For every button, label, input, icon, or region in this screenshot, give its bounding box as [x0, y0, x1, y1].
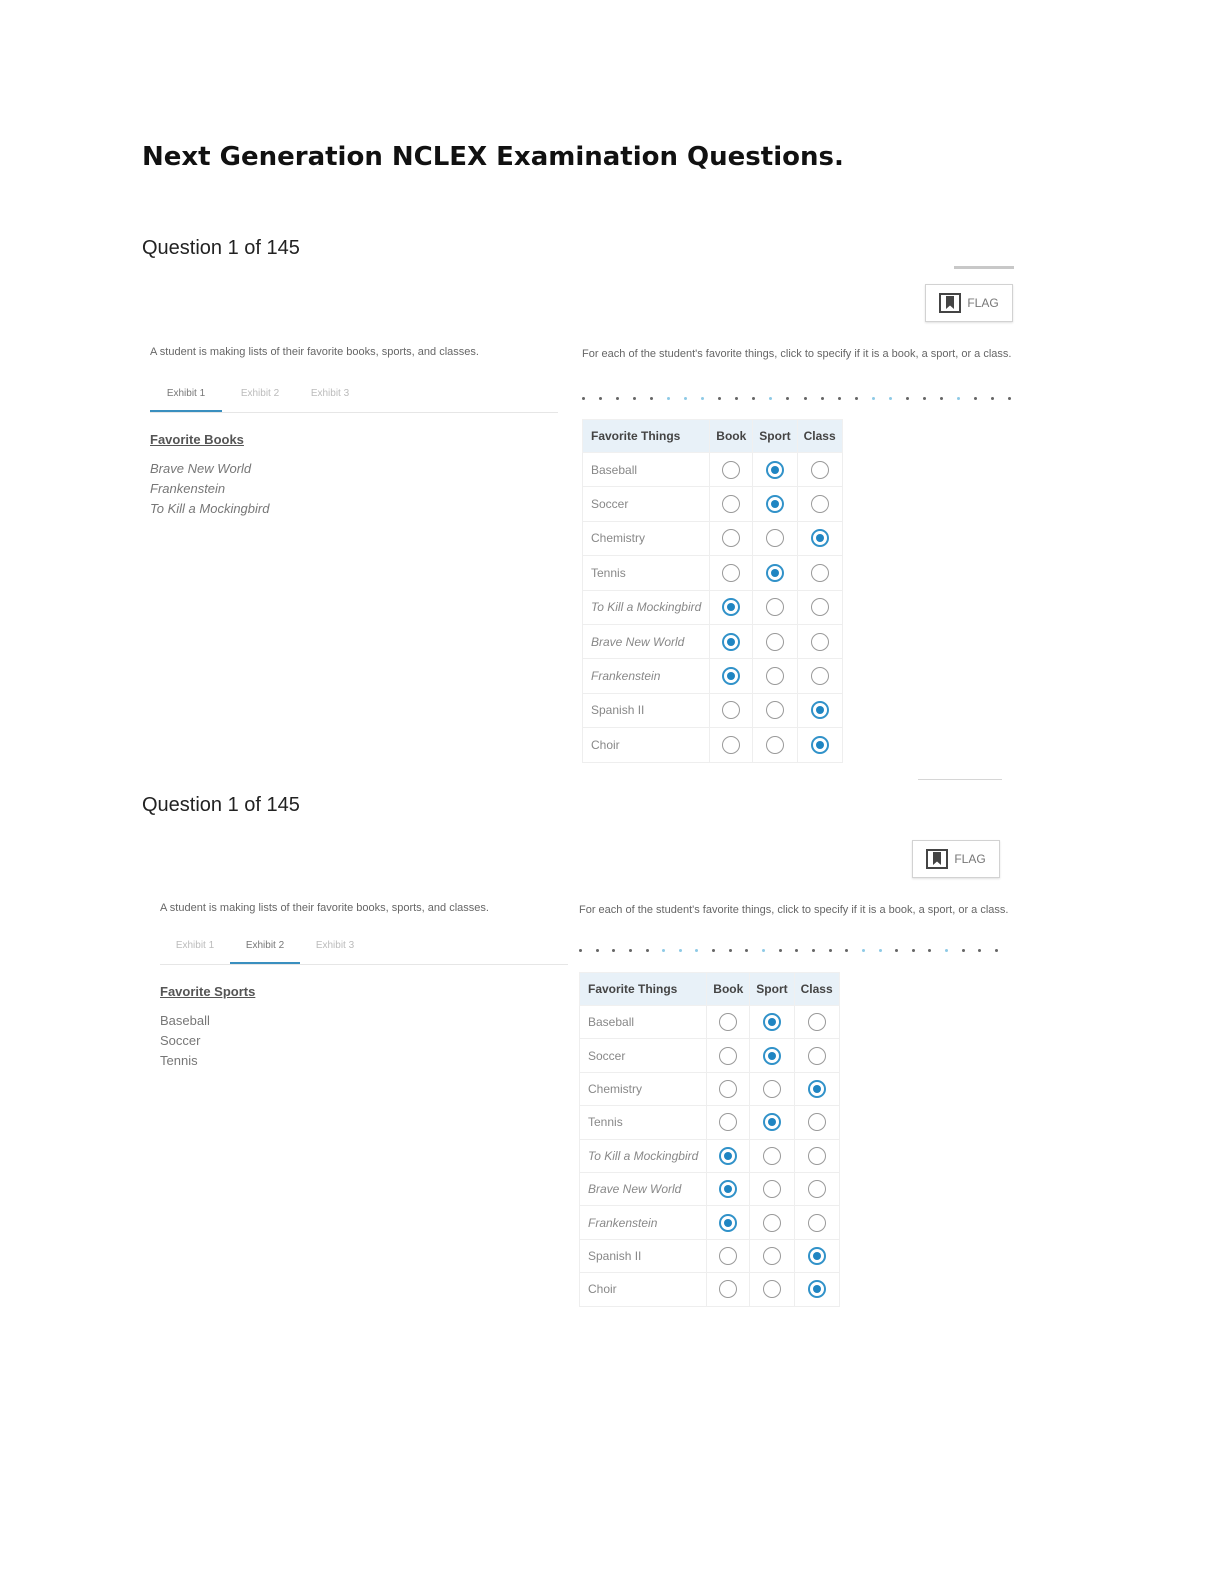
- question-counter: Question 1 of 145: [142, 794, 300, 816]
- progress-dots: [579, 947, 999, 955]
- progress-dot: [633, 397, 636, 400]
- radio-cell: [794, 1006, 839, 1039]
- radio-sport[interactable]: [763, 1113, 781, 1131]
- radio-cell: [710, 487, 753, 521]
- row-label: Tennis: [583, 556, 710, 590]
- radio-class[interactable]: [808, 1180, 826, 1198]
- table-row: [583, 624, 843, 658]
- progress-dot: [650, 397, 653, 400]
- column-header: Book: [710, 420, 753, 453]
- radio-cell: [794, 1206, 839, 1239]
- progress-dot: [995, 949, 998, 952]
- tab-exhibit-2[interactable]: Exhibit 2: [230, 934, 300, 964]
- radio-cell: [797, 521, 842, 555]
- radio-cell: [753, 521, 797, 555]
- progress-dot: [872, 397, 875, 400]
- progress-dot: [974, 397, 977, 400]
- radio-book[interactable]: [719, 1180, 737, 1198]
- radio-cell: [710, 728, 753, 762]
- radio-cell: [750, 1172, 794, 1205]
- progress-dots: [582, 395, 1012, 403]
- table-row: [580, 1006, 840, 1039]
- radio-cell: [710, 659, 753, 693]
- progress-dot: [838, 397, 841, 400]
- radio-sport[interactable]: [766, 701, 784, 719]
- cropped-edge: [918, 779, 1002, 780]
- progress-dot: [1008, 397, 1011, 400]
- column-header: Class: [794, 973, 839, 1006]
- progress-dot: [962, 949, 965, 952]
- row-label: Brave New World: [580, 1172, 707, 1205]
- radio-class[interactable]: [811, 633, 829, 651]
- row-label: Choir: [580, 1273, 707, 1306]
- radio-sport[interactable]: [763, 1047, 781, 1065]
- progress-dot: [945, 949, 948, 952]
- radio-class[interactable]: [808, 1280, 826, 1298]
- radio-book[interactable]: [719, 1013, 737, 1031]
- radio-cell: [797, 487, 842, 521]
- radio-cell: [750, 1206, 794, 1239]
- table-row: [580, 1273, 840, 1306]
- radio-sport[interactable]: [766, 461, 784, 479]
- radio-cell: [750, 1072, 794, 1105]
- radio-cell: [707, 1139, 750, 1172]
- radio-cell: [753, 556, 797, 590]
- radio-cell: [794, 1039, 839, 1072]
- radio-book[interactable]: [722, 564, 740, 582]
- flag-button[interactable]: [925, 284, 1013, 322]
- radio-cell: [707, 1006, 750, 1039]
- flag-label: FLAG: [954, 852, 986, 866]
- progress-dot: [906, 397, 909, 400]
- table-row: [583, 590, 843, 624]
- table-row: [580, 1039, 840, 1072]
- radio-cell: [750, 1006, 794, 1039]
- progress-dot: [779, 949, 782, 952]
- progress-dot: [735, 397, 738, 400]
- radio-cell: [753, 659, 797, 693]
- radio-sport[interactable]: [766, 598, 784, 616]
- radio-cell: [794, 1172, 839, 1205]
- question-counter: Question 1 of 145: [142, 237, 300, 259]
- radio-cell: [797, 624, 842, 658]
- radio-cell: [707, 1239, 750, 1272]
- row-label: Soccer: [580, 1039, 707, 1072]
- radio-cell: [710, 556, 753, 590]
- radio-class[interactable]: [811, 461, 829, 479]
- radio-cell: [753, 624, 797, 658]
- progress-dot: [684, 397, 687, 400]
- row-label: Soccer: [583, 487, 710, 521]
- table-row: [583, 487, 843, 521]
- radio-class[interactable]: [811, 598, 829, 616]
- row-label: Frankenstein: [583, 659, 710, 693]
- radio-book[interactable]: [719, 1080, 737, 1098]
- table-row: [580, 1072, 840, 1105]
- radio-book[interactable]: [722, 736, 740, 754]
- radio-book[interactable]: [719, 1113, 737, 1131]
- radio-sport[interactable]: [766, 529, 784, 547]
- radio-cell: [797, 590, 842, 624]
- radio-class[interactable]: [808, 1247, 826, 1265]
- row-label: Baseball: [580, 1006, 707, 1039]
- radio-sport[interactable]: [763, 1080, 781, 1098]
- list-item: To Kill a Mockingbird: [150, 501, 270, 516]
- table-row: [580, 1172, 840, 1205]
- row-label: Choir: [583, 728, 710, 762]
- row-label: To Kill a Mockingbird: [580, 1139, 707, 1172]
- progress-dot: [667, 397, 670, 400]
- radio-cell: [750, 1273, 794, 1306]
- progress-dot: [599, 397, 602, 400]
- column-header: Class: [797, 420, 842, 453]
- table-row: [580, 1139, 840, 1172]
- radio-cell: [707, 1106, 750, 1139]
- progress-dot: [895, 949, 898, 952]
- radio-class[interactable]: [808, 1013, 826, 1031]
- progress-dot: [745, 949, 748, 952]
- exhibit-tabs: [160, 934, 568, 965]
- radio-sport[interactable]: [763, 1180, 781, 1198]
- radio-cell: [707, 1039, 750, 1072]
- radio-cell: [710, 624, 753, 658]
- left-prompt: A student is making lists of their favorite books, sports, and classes.: [150, 346, 479, 358]
- radio-sport[interactable]: [763, 1247, 781, 1265]
- progress-dot: [928, 949, 931, 952]
- progress-dot: [596, 949, 599, 952]
- radio-cell: [753, 453, 797, 487]
- table-row: [583, 453, 843, 487]
- progress-dot: [712, 949, 715, 952]
- column-header: Book: [707, 973, 750, 1006]
- radio-class[interactable]: [811, 736, 829, 754]
- radio-cell: [750, 1106, 794, 1139]
- radio-cell: [797, 693, 842, 727]
- flag-label: FLAG: [967, 296, 999, 310]
- top-divider: [954, 266, 1014, 269]
- progress-dot: [912, 949, 915, 952]
- column-header: Favorite Things: [583, 420, 710, 453]
- bookmark-icon: [926, 849, 948, 869]
- progress-dot: [940, 397, 943, 400]
- progress-dot: [662, 949, 665, 952]
- progress-dot: [879, 949, 882, 952]
- radio-class[interactable]: [808, 1047, 826, 1065]
- radio-cell: [797, 453, 842, 487]
- progress-dot: [829, 949, 832, 952]
- radio-cell: [794, 1273, 839, 1306]
- table-row: [583, 556, 843, 590]
- radio-cell: [750, 1239, 794, 1272]
- progress-dot: [786, 397, 789, 400]
- left-prompt: A student is making lists of their favorite books, sports, and classes.: [160, 902, 489, 914]
- row-label: Baseball: [583, 453, 710, 487]
- table-row: [580, 1206, 840, 1239]
- radio-class[interactable]: [811, 529, 829, 547]
- table-row: [583, 521, 843, 555]
- radio-cell: [797, 556, 842, 590]
- row-label: Tennis: [580, 1106, 707, 1139]
- radio-cell: [707, 1273, 750, 1306]
- table-row: [583, 728, 843, 762]
- radio-book[interactable]: [719, 1214, 737, 1232]
- question-screenshot: [150, 266, 1030, 766]
- radio-cell: [710, 453, 753, 487]
- flag-button[interactable]: [912, 840, 1000, 878]
- exhibit-list: [150, 459, 269, 519]
- row-label: Spanish II: [583, 693, 710, 727]
- list-item: Tennis: [160, 1053, 198, 1068]
- progress-dot: [582, 397, 585, 400]
- progress-dot: [718, 397, 721, 400]
- progress-dot: [821, 397, 824, 400]
- radio-sport[interactable]: [766, 633, 784, 651]
- radio-class[interactable]: [811, 564, 829, 582]
- radio-cell: [707, 1206, 750, 1239]
- favorite-things-grid: [579, 972, 840, 1307]
- radio-sport[interactable]: [766, 736, 784, 754]
- radio-cell: [753, 487, 797, 521]
- radio-cell: [794, 1139, 839, 1172]
- radio-cell: [794, 1072, 839, 1105]
- radio-cell: [710, 590, 753, 624]
- row-label: Brave New World: [583, 624, 710, 658]
- right-prompt: For each of the student's favorite things, click to specify if it is a book, a sport, or a class.: [579, 904, 1009, 916]
- list-item: Soccer: [160, 1033, 201, 1048]
- progress-dot: [679, 949, 682, 952]
- exhibit-heading: Favorite Sports: [160, 984, 256, 999]
- progress-dot: [845, 949, 848, 952]
- question-screenshot: [160, 822, 1040, 1322]
- bookmark-icon: [939, 293, 961, 313]
- progress-dot: [646, 949, 649, 952]
- row-label: To Kill a Mockingbird: [583, 590, 710, 624]
- radio-sport[interactable]: [763, 1280, 781, 1298]
- radio-sport[interactable]: [766, 495, 784, 513]
- radio-cell: [707, 1172, 750, 1205]
- radio-cell: [794, 1106, 839, 1139]
- exhibit-heading: Favorite Books: [150, 432, 244, 447]
- radio-sport[interactable]: [763, 1214, 781, 1232]
- radio-class[interactable]: [808, 1147, 826, 1165]
- header-row: [580, 973, 840, 1006]
- progress-dot: [729, 949, 732, 952]
- tab-exhibit-3[interactable]: Exhibit 3: [315, 940, 355, 951]
- radio-cell: [710, 521, 753, 555]
- progress-dot: [762, 949, 765, 952]
- radio-cell: [753, 728, 797, 762]
- table-row: [583, 693, 843, 727]
- progress-dot: [769, 397, 772, 400]
- radio-sport[interactable]: [766, 667, 784, 685]
- progress-dot: [579, 949, 582, 952]
- progress-dot: [862, 949, 865, 952]
- radio-cell: [753, 590, 797, 624]
- row-label: Chemistry: [580, 1072, 707, 1105]
- progress-dot: [812, 949, 815, 952]
- radio-sport[interactable]: [763, 1147, 781, 1165]
- radio-class[interactable]: [811, 701, 829, 719]
- progress-dot: [629, 949, 632, 952]
- progress-dot: [978, 949, 981, 952]
- column-header: Sport: [753, 420, 797, 453]
- table-row: [583, 659, 843, 693]
- tab-exhibit-1[interactable]: Exhibit 1: [175, 940, 215, 951]
- radio-book[interactable]: [722, 495, 740, 513]
- radio-cell: [794, 1239, 839, 1272]
- list-item: Brave New World: [150, 461, 252, 476]
- row-label: Frankenstein: [580, 1206, 707, 1239]
- radio-class[interactable]: [808, 1113, 826, 1131]
- tab-exhibit-2[interactable]: Exhibit 2: [240, 388, 280, 399]
- radio-class[interactable]: [811, 667, 829, 685]
- radio-cell: [710, 693, 753, 727]
- radio-book[interactable]: [722, 633, 740, 651]
- radio-class[interactable]: [808, 1214, 826, 1232]
- radio-book[interactable]: [719, 1280, 737, 1298]
- right-prompt: For each of the student's favorite things, click to specify if it is a book, a sport, or a class.: [582, 348, 1012, 360]
- progress-dot: [991, 397, 994, 400]
- progress-dot: [855, 397, 858, 400]
- tab-exhibit-1[interactable]: Exhibit 1: [150, 382, 222, 412]
- progress-dot: [616, 397, 619, 400]
- radio-book[interactable]: [722, 529, 740, 547]
- radio-book[interactable]: [722, 667, 740, 685]
- progress-dot: [804, 397, 807, 400]
- table-row: [580, 1239, 840, 1272]
- progress-dot: [752, 397, 755, 400]
- radio-book[interactable]: [719, 1247, 737, 1265]
- exhibit-list: [160, 1011, 210, 1071]
- progress-dot: [889, 397, 892, 400]
- radio-sport[interactable]: [766, 564, 784, 582]
- radio-cell: [750, 1139, 794, 1172]
- radio-cell: [797, 659, 842, 693]
- exhibit-tabs: [150, 382, 558, 413]
- progress-dot: [612, 949, 615, 952]
- radio-book[interactable]: [722, 701, 740, 719]
- radio-book[interactable]: [719, 1047, 737, 1065]
- radio-book[interactable]: [722, 598, 740, 616]
- radio-sport[interactable]: [763, 1013, 781, 1031]
- document-title: Next Generation NCLEX Examination Questions.: [142, 142, 844, 172]
- favorite-things-grid: [582, 419, 843, 763]
- radio-cell: [797, 728, 842, 762]
- progress-dot: [957, 397, 960, 400]
- progress-dot: [795, 949, 798, 952]
- radio-cell: [753, 693, 797, 727]
- radio-class[interactable]: [811, 495, 829, 513]
- list-item: Baseball: [160, 1013, 210, 1028]
- column-header: Favorite Things: [580, 973, 707, 1006]
- radio-class[interactable]: [808, 1080, 826, 1098]
- progress-dot: [701, 397, 704, 400]
- column-header: Sport: [750, 973, 794, 1006]
- radio-book[interactable]: [722, 461, 740, 479]
- radio-cell: [707, 1072, 750, 1105]
- header-row: [583, 420, 843, 453]
- row-label: Chemistry: [583, 521, 710, 555]
- table-row: [580, 1106, 840, 1139]
- radio-cell: [750, 1039, 794, 1072]
- list-item: Frankenstein: [150, 481, 226, 496]
- tab-exhibit-3[interactable]: Exhibit 3: [310, 388, 350, 399]
- row-label: Spanish II: [580, 1239, 707, 1272]
- progress-dot: [923, 397, 926, 400]
- progress-dot: [695, 949, 698, 952]
- radio-book[interactable]: [719, 1147, 737, 1165]
